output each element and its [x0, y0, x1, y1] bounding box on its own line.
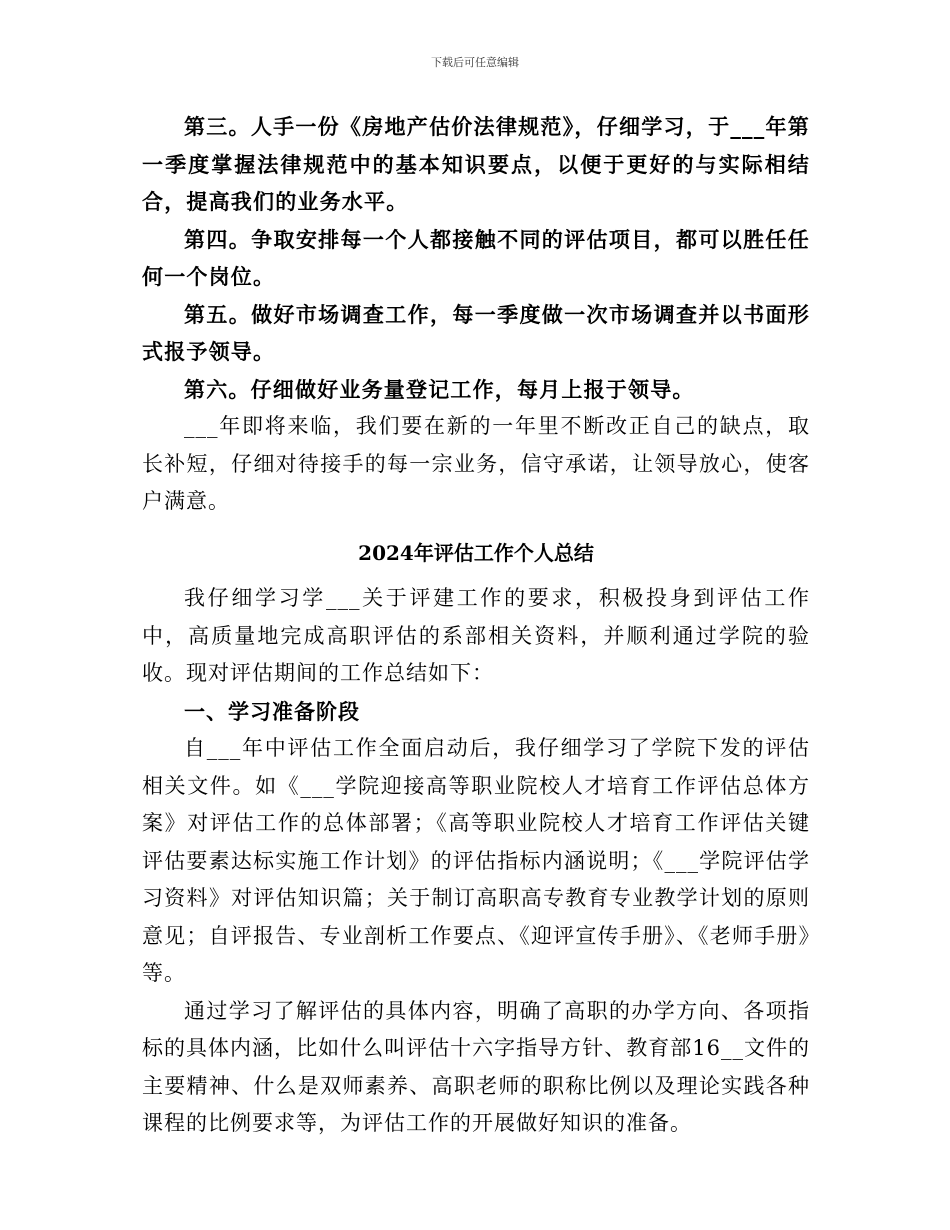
body-paragraph-2: 通过学习了解评估的具体内容，明确了高职的办学方向、各项指标的具体内涵，比如什么叫评估十六字指导方针、教育部16__文件的主要精神、什么是双师素养、高职老师的职称比例以及理论实践各种课程的比例要求等，为评估工作的开展做好知识的准备。	[142, 998, 810, 1135]
paragraph-item-5: 第五。做好市场调查工作，每一季度做一次市场调查并以书面形式报予领导。	[142, 301, 810, 364]
intro-paragraph: 我仔细学习学___关于评建工作的要求，积极投身到评估工作中，高质量地完成高职评估的系部相关资料，并顺利通过学院的验收。现对评估期间的工作总结如下：	[142, 586, 810, 685]
paragraph-item-4: 第四。争取安排每一个人都接触不同的评估项目，都可以胜任任何一个岗位。	[142, 226, 810, 289]
section-title: 2024年评估工作个人总结	[358, 540, 594, 565]
closing-paragraph: ___年即将来临，我们要在新的一年里不断改正自己的缺点，取长补短，仔细对待接手的每一宗业务，信守承诺，让领导放心，使客户满意。	[142, 414, 810, 513]
paragraph-item-3: 第三。人手一份《房地产估价法律规范》，仔细学习，于___年第一季度掌握法律规范中的基本知识要点，以便于更好的与实际相结合，提高我们的业务水平。	[142, 114, 810, 214]
page-header-note: 下载后可任意编辑	[431, 56, 519, 69]
paragraph-item-6: 第六。仔细做好业务量登记工作，每月上报于领导。	[184, 376, 695, 402]
body-paragraph-1: 自___年中评估工作全面启动后，我仔细学习了学院下发的评估相关文件。如《___学院迎接高等职业院校人才培育工作评估总体方案》对评估工作的总体部署；《高等职业院校人才培育工作评估关键评估要素达标实施工作计划》的评估指标内涵说明；《___学院评估学习资料》对评估知识篇；关于制订高职高专教育专业教学计划的原则意见；自评报告、专业剖析工作要点、《迎评宣传手册》、《老师手册》等。	[142, 736, 810, 985]
document-body	[142, 108, 810, 1143]
section-heading: 一、学习准备阶段	[184, 698, 360, 724]
